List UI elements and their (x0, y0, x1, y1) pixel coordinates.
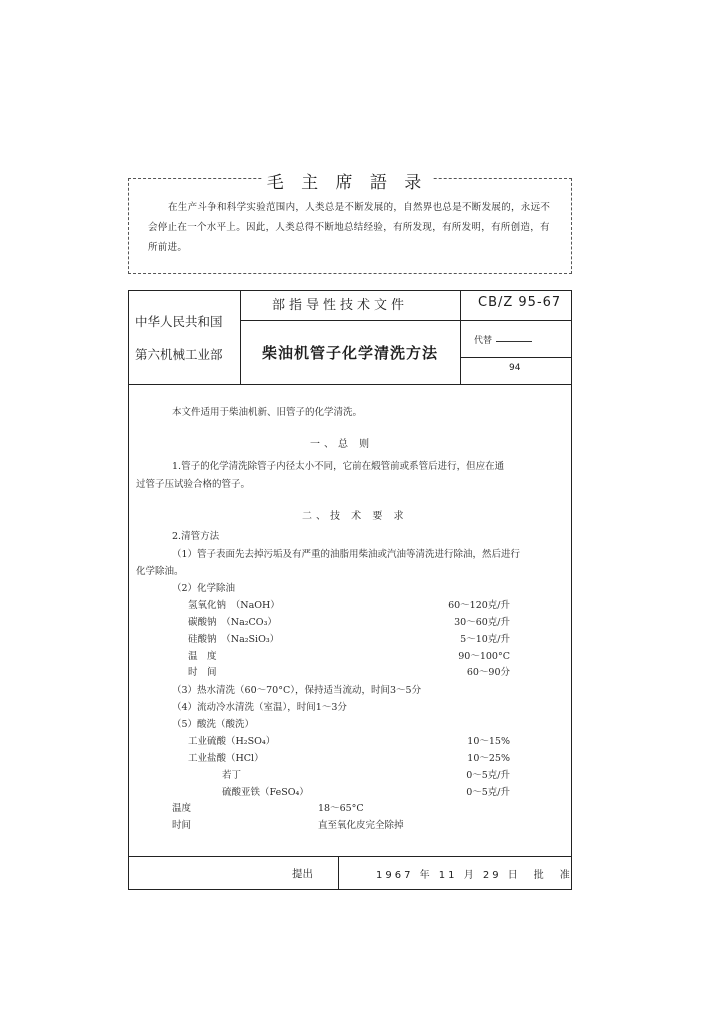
footer-approval-date: 1967 年 11 月 29 日 批 准 (376, 870, 573, 881)
item-2-1-line-2: 化学除油。 (136, 566, 184, 577)
section-1-heading: 一、总 则 (310, 439, 374, 450)
header-divider-left (240, 290, 241, 384)
issuer-line-1: 中华人民共和国 (135, 314, 223, 329)
chem-row-value: 5～10克/升 (460, 634, 510, 645)
header-bottom-rule (128, 384, 572, 385)
acid-row-value: 0～5克/升 (466, 787, 510, 798)
section-2-heading: 二、技 术 要 求 (302, 511, 408, 522)
item-2-4: （4）流动冷水清洗（室温），时间1～3分 (172, 702, 347, 713)
issuer-line-2: 第六机械工业部 (135, 347, 223, 362)
item-2-1-line-1: （1）管子表面先去掉污垢及有严重的油脂用柴油或汽油等清洗进行除油，然后进行 (172, 549, 521, 560)
acid-row-value: 10～15% (467, 736, 510, 747)
item-2-2-heading: （2）化学除油 (172, 583, 236, 594)
time-value: 直至氧化皮完全除掉 (318, 820, 404, 831)
item-2-heading: 2.清管方法 (172, 531, 220, 542)
temp-label: 温度 (172, 803, 192, 814)
document-title: 柴油机管子化学清洗方法 (262, 344, 439, 362)
time-label: 时间 (172, 820, 192, 831)
chem-row-name: 碳酸钠 （Na₂CO₃） (188, 617, 277, 628)
acid-row-name: 工业硫酸（H₂SO₄） (188, 736, 276, 747)
chem-row-name: 时 间 (188, 667, 217, 678)
chem-row-name: 硅酸钠 （Na₂SiO₃） (188, 634, 280, 645)
chem-row-value: 60～120克/升 (448, 600, 510, 611)
section-1-para-line-1: 1.管子的化学清洗除管子内径太小不同，它前在煅管前或系管后进行，但应在通 (172, 461, 505, 472)
page-number: 94 (509, 363, 521, 373)
acid-row-value: 0～5克/升 (466, 770, 510, 781)
acid-row-name: 硫酸亚铁（FeSO₄） (222, 787, 309, 798)
footer-top-rule (128, 856, 572, 857)
document-type: 部指导性技术文件 (272, 298, 409, 313)
chem-row-value: 60～90分 (466, 667, 510, 678)
quotation-title: 毛 主 席 語 录 (262, 168, 432, 193)
footer-divider (338, 856, 339, 890)
chem-row-name: 温 度 (188, 651, 217, 662)
replace-field-line (496, 341, 532, 342)
chem-row-value: 90～100°C (458, 651, 510, 662)
replace-label: 代替 (474, 336, 493, 346)
section-1-para-line-2: 过管子压试验合格的管子。 (136, 479, 251, 490)
item-2-3: （3）热水清洗（60～70°C），保持适当流动，时间3～5分 (172, 685, 422, 696)
chem-row-name: 氢氧化钠 （NaOH） (188, 600, 280, 611)
quotation-text: 在生产斗争和科学实验范围内，人类总是不断发展的，自然界也总是不断发展的，永远不会停止在一个水平上。因此，人类总得不断地总结经验，有所发现，有所发明，有所创造，有所前进。 (148, 202, 551, 253)
header-right-rule (460, 357, 572, 358)
chem-row-value: 30～60克/升 (454, 617, 510, 628)
acid-row-name: 工业盐酸（HCl） (188, 753, 264, 764)
standard-number: CB/Z 95-67 (478, 295, 562, 310)
footer-proposed: 提出 (292, 868, 313, 880)
header-mid-rule (240, 320, 572, 321)
acid-row-name: 若丁 (222, 770, 242, 781)
scope-text: 本文件适用于柴油机新、旧管子的化学清洗。 (172, 407, 363, 418)
acid-row-value: 10～25% (467, 753, 510, 764)
temp-value: 18～65°C (318, 803, 364, 814)
item-2-5: （5）酸洗（酸洗） (172, 719, 255, 730)
header-divider-right (460, 290, 461, 384)
